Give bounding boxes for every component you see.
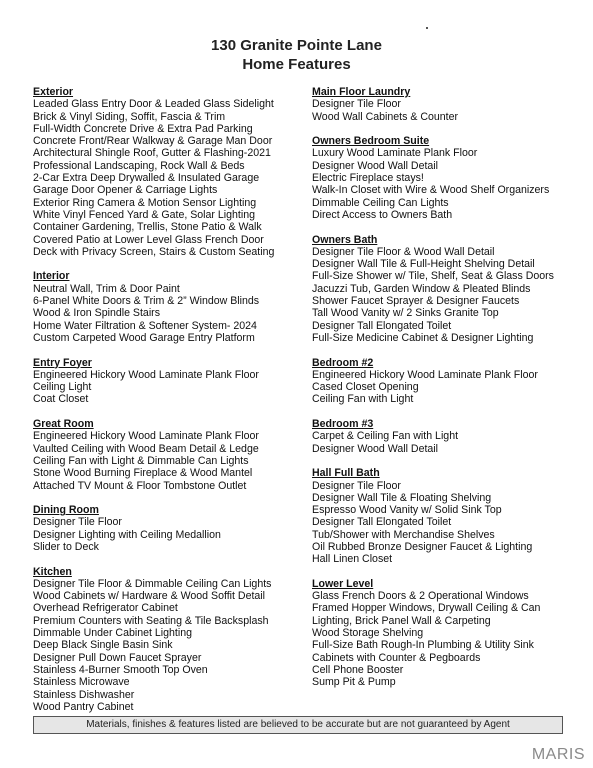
feature-item: Designer Wall Tile & Floating Shelving [312, 491, 492, 504]
feature-item: Neutral Wall, Trim & Door Paint [33, 282, 180, 295]
feature-item: Container Gardening, Trellis, Stone Patio & Walk [33, 221, 262, 234]
feature-item: Stainless 4-Burner Smooth Top Oven [33, 663, 208, 676]
feature-item: Brick & Vinyl Siding, Soffit, Fascia & Trim [33, 110, 226, 123]
feature-item: Wood Wall Cabinets & Counter [312, 110, 459, 123]
feature-item: Ceiling Fan with Light [312, 393, 414, 406]
feature-section [312, 86, 582, 123]
feature-item: Wood & Iron Spindle Stairs [33, 307, 160, 320]
section-title: Kitchen [33, 565, 72, 578]
feature-item: Full-Size Shower w/ Tile, Shelf, Seat & Glass Doors [312, 270, 554, 283]
feature-item: Oil Rubbed Bronze Designer Faucet & Lighting [312, 540, 533, 553]
feature-section [312, 135, 582, 221]
feature-section [312, 467, 582, 565]
feature-item: Designer Tile Floor & Dimmable Ceiling Can Lights [33, 577, 272, 590]
feature-item: Designer Wood Wall Detail [312, 159, 438, 172]
feature-item: Framed Hopper Windows, Drywall Ceiling & Can [312, 602, 541, 615]
section-title: Bedroom #3 [312, 418, 374, 431]
feature-item: Full-Width Concrete Drive & Extra Pad Parking [33, 122, 253, 135]
feature-item: Professional Landscaping, Rock Wall & Beds [33, 159, 245, 172]
feature-item: Wood Cabinets w/ Hardware & Wood Soffit Detail [33, 590, 265, 603]
maris-watermark: MARIS [531, 746, 585, 763]
page-subtitle: Home Features [242, 56, 351, 73]
feature-item: Deep Black Single Basin Sink [33, 639, 173, 652]
section-title: Lower Level [312, 577, 374, 590]
feature-item: Sump Pit & Pump [312, 676, 396, 689]
feature-item: Shower Faucet Sprayer & Designer Faucets [312, 295, 520, 308]
feature-item: Ceiling Fan with Light & Dimmable Can Lights [33, 454, 249, 467]
right-column [312, 86, 582, 701]
feature-item: Cabinets with Counter & Pegboards [312, 651, 481, 664]
feature-section [312, 357, 582, 406]
feature-item: Cell Phone Booster [312, 663, 404, 676]
feature-item: Electric Fireplace stays! [312, 172, 424, 185]
section-title: Main Floor Laundry [312, 86, 411, 98]
feature-section [33, 418, 303, 492]
feature-item: Wood Storage Shelving [312, 627, 424, 640]
feature-item: 6-Panel White Doors & Trim & 2” Window Blinds [33, 295, 260, 308]
feature-section [33, 504, 303, 553]
feature-item: Designer Tile Floor [312, 479, 401, 492]
section-title: Entry Foyer [33, 356, 92, 369]
feature-item: Designer Wall Tile & Full-Height Shelving Detail [312, 258, 535, 271]
feature-item: Coat Closet [33, 393, 89, 406]
feature-item: Luxury Wood Laminate Plank Floor [312, 147, 478, 160]
feature-item: Architectural Shingle Roof, Gutter & Flashing-2021 [33, 147, 271, 160]
feature-item: Designer Pull Down Faucet Sprayer [33, 651, 202, 664]
feature-item: Slider to Deck [33, 540, 99, 553]
feature-item: Stainless Dishwasher [33, 688, 135, 701]
section-title: Bedroom #2 [312, 356, 374, 369]
feature-item: Designer Tall Elongated Toilet [312, 516, 452, 529]
feature-item: 2-Car Extra Deep Drywalled & Insulated Garage [33, 172, 260, 185]
feature-item: Exterior Ring Camera & Motion Sensor Lighting [33, 196, 257, 209]
feature-item: Espresso Wood Vanity w/ Solid Sink Top [312, 504, 502, 517]
feature-section [33, 86, 303, 258]
feature-item: Wood Pantry Cabinet [33, 700, 134, 713]
feature-item: Dimmable Ceiling Can Lights [312, 196, 449, 209]
feature-item: Covered Patio at Lower Level Glass French Door [33, 233, 264, 246]
feature-item: Engineered Hickory Wood Laminate Plank Floor [33, 368, 259, 381]
feature-item: Ceiling Light [33, 381, 92, 394]
feature-item: Stainless Microwave [33, 676, 130, 689]
feature-item: Leaded Glass Entry Door & Leaded Glass Sidelight [33, 98, 274, 111]
feature-item: Cased Closet Opening [312, 381, 419, 394]
feature-item: Tub/Shower with Merchandise Shelves [312, 528, 495, 541]
feature-item: White Vinyl Fenced Yard & Gate, Solar Lighting [33, 208, 256, 221]
feature-item: Home Water Filtration & Softener System- 2024 [33, 319, 257, 332]
feature-item: Designer Lighting with Ceiling Medallion [33, 528, 221, 541]
feature-section [312, 234, 582, 345]
section-title: Owners Bath [312, 233, 378, 246]
section-title: Owners Bedroom Suite [312, 135, 430, 148]
feature-section [33, 270, 303, 344]
disclaimer-footer: Materials, finishes & features listed are believed to be accurate but are not guaranteed by Agent [33, 716, 563, 734]
feature-item: Designer Tile Floor & Wood Wall Detail [312, 245, 495, 258]
feature-section [33, 566, 303, 714]
feature-item: Full-Size Medicine Cabinet & Designer Lighting [312, 331, 534, 344]
feature-item: Engineered Hickory Wood Laminate Plank Floor [33, 430, 259, 443]
feature-item: Engineered Hickory Wood Laminate Plank Floor [312, 368, 538, 381]
feature-item: Deck with Privacy Screen, Stairs & Custom Seating [33, 245, 275, 258]
feature-item: Premium Counters with Seating & Tile Backsplash [33, 614, 269, 627]
feature-item: Attached TV Mount & Floor Tombstone Outlet [33, 479, 247, 492]
feature-item: Walk-In Closet with Wire & Wood Shelf Organizers [312, 184, 550, 197]
feature-item: Concrete Front/Rear Walkway & Garage Man Door [33, 135, 273, 148]
feature-item: Designer Tile Floor [312, 98, 401, 111]
feature-section [312, 578, 582, 689]
feature-item: Tall Wood Vanity w/ 2 Sinks Granite Top [312, 307, 499, 320]
feature-item: Full-Size Bath Rough-In Plumbing & Utility Sink [312, 639, 534, 652]
feature-item: Custom Carpeted Wood Garage Entry Platform [33, 331, 255, 344]
feature-item: Designer Tall Elongated Toilet [312, 319, 452, 332]
left-column [33, 86, 303, 725]
feature-item: Glass French Doors & 2 Operational Windows [312, 590, 529, 603]
feature-item: Designer Tile Floor [33, 516, 122, 529]
feature-section [33, 357, 303, 406]
section-title: Exterior [33, 86, 74, 98]
feature-section [312, 418, 582, 455]
section-title: Interior [33, 270, 70, 283]
section-title: Dining Room [33, 504, 99, 517]
feature-item: Overhead Refrigerator Cabinet [33, 602, 178, 615]
feature-item: Hall Linen Closet [312, 553, 393, 566]
feature-item: Carpet & Ceiling Fan with Light [312, 430, 459, 443]
feature-item: Vaulted Ceiling with Wood Beam Detail & Ledge [33, 442, 259, 455]
feature-item: Direct Access to Owners Bath [312, 208, 453, 221]
feature-item: Stone Wood Burning Fireplace & Wood Mantel [33, 467, 253, 480]
feature-item: Dimmable Under Cabinet Lighting [33, 627, 192, 640]
section-title: Great Room [33, 418, 94, 431]
feature-item: Jacuzzi Tub, Garden Window & Pleated Blinds [312, 282, 531, 295]
page-title: 130 Granite Pointe Lane [211, 37, 382, 54]
section-title: Hall Full Bath [312, 467, 380, 480]
scan-dot [426, 27, 428, 29]
feature-item: Lighting, Brick Panel Wall & Carpeting [312, 614, 491, 627]
feature-item: Garage Door Opener & Carriage Lights [33, 184, 218, 197]
feature-item: Designer Wood Wall Detail [312, 442, 438, 455]
